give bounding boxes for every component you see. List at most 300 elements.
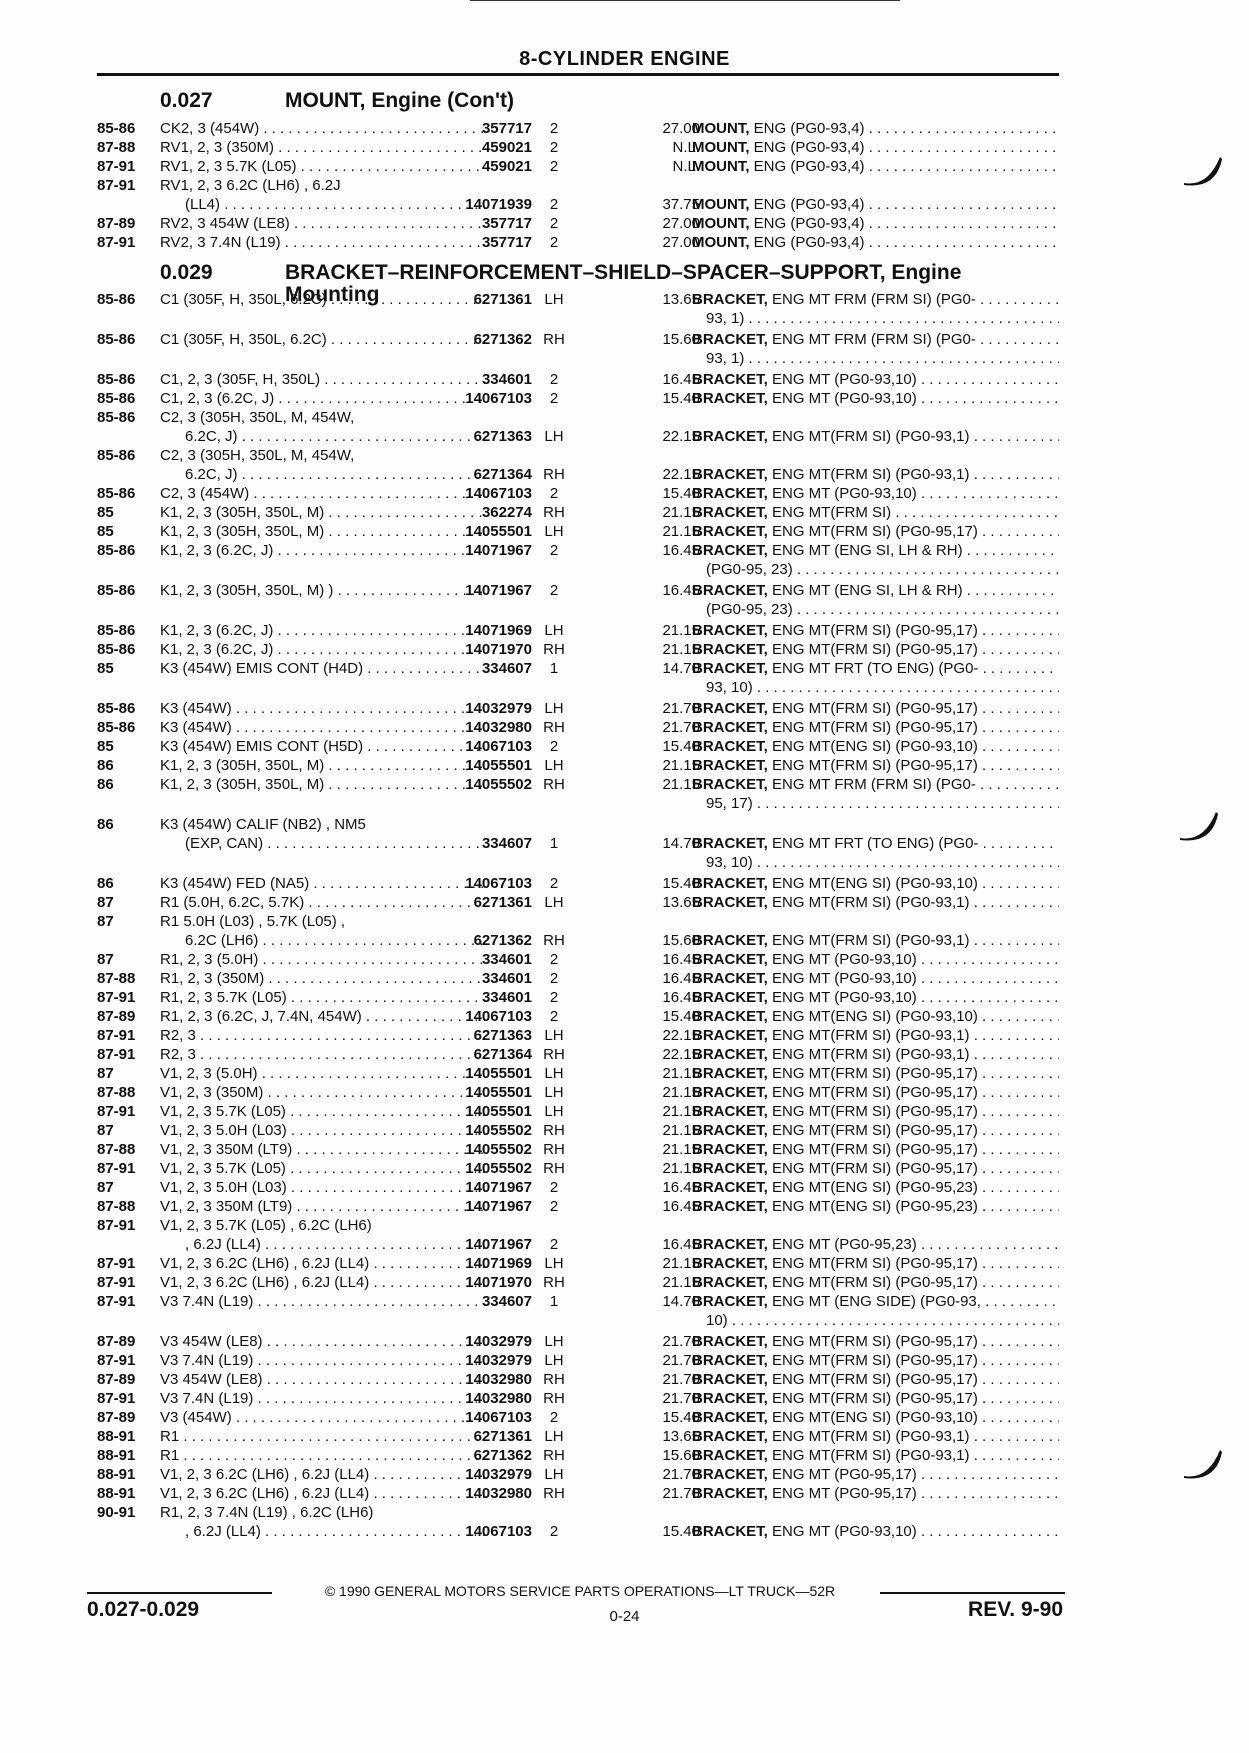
section-code: 0.027 <box>160 89 213 112</box>
description <box>692 718 1059 737</box>
section-code: 0.029 <box>160 261 213 284</box>
price: 16.45 <box>662 970 700 987</box>
model-year: 85 <box>97 738 114 755</box>
description-text: ENG MT(FRM SI) (PG0-95,17) <box>767 1141 978 1158</box>
part-number: 14067103 <box>465 875 532 892</box>
description <box>692 1007 1059 1026</box>
model-year: 85 <box>97 523 114 540</box>
application: V1, 2, 3 6.2C (LH6) , 6.2J (LL4) . . . <box>160 1254 485 1273</box>
description-keyword: BRACKET, <box>692 1046 768 1063</box>
description-keyword: BRACKET, <box>692 1179 768 1196</box>
model-year: 85-86 <box>97 390 136 407</box>
part-number: 14055502 <box>465 776 532 793</box>
description-keyword: BRACKET, <box>692 738 768 755</box>
quantity: LH <box>544 757 564 774</box>
part-number: 14071970 <box>465 1274 532 1291</box>
application: RV1, 2, 3 6.2C (LH6) , 6.2J <box>160 177 341 194</box>
price: 16.45 <box>662 542 700 559</box>
price: 14.70 <box>662 835 700 852</box>
price: 27.00 <box>662 120 700 137</box>
description <box>692 621 1059 640</box>
description-text: ENG MT(ENG SI) (PG0-95,23) <box>767 1198 978 1215</box>
price: 22.15 <box>662 428 700 445</box>
model-year: 87-89 <box>97 1008 136 1025</box>
footer-revision: REV. 9-90 <box>968 1598 1063 1621</box>
description-continued: 93, 1) . . . <box>692 349 1059 368</box>
part-number: 14032980 <box>465 1485 532 1502</box>
price: 21.70 <box>662 700 700 717</box>
description-keyword: BRACKET, <box>692 1390 768 1407</box>
description-text: ENG MT(FRM SI) (PG0-95,17) <box>767 1333 978 1350</box>
description-keyword: BRACKET, <box>692 1485 768 1502</box>
price: 21.15 <box>662 1274 700 1291</box>
description <box>692 370 1059 389</box>
application: (LL4) . . . <box>160 195 485 214</box>
description-keyword: BRACKET, <box>692 1466 768 1483</box>
quantity: RH <box>543 1274 565 1291</box>
application: K1, 2, 3 (6.2C, J) . . . <box>160 621 485 640</box>
part-number: 334601 <box>481 371 532 388</box>
price: 15.40 <box>662 390 700 407</box>
price: 21.15 <box>662 1084 700 1101</box>
description <box>692 233 1059 252</box>
price: 15.60 <box>662 331 700 348</box>
description <box>692 1121 1059 1140</box>
description <box>692 1370 1059 1389</box>
model-year: 87 <box>97 1065 114 1082</box>
description-keyword: BRACKET, <box>692 428 768 445</box>
quantity: 2 <box>549 875 559 892</box>
description <box>692 893 1059 912</box>
price: 15.40 <box>662 485 700 502</box>
quantity: RH <box>543 1122 565 1139</box>
application: V1, 2, 3 5.7K (L05) . . . <box>160 1102 485 1121</box>
model-year: 87-88 <box>97 1198 136 1215</box>
description-text: ENG MT(FRM SI) (PG0-93,1) <box>767 1046 970 1063</box>
part-number: 14067103 <box>465 1409 532 1426</box>
application: , 6.2J (LL4) . . . <box>160 1522 485 1541</box>
description-text: ENG MT (PG0-93,10) <box>767 485 917 502</box>
description-keyword: BRACKET, <box>692 835 768 852</box>
price: 21.70 <box>662 1333 700 1350</box>
part-number: 14032979 <box>465 1466 532 1483</box>
description-text: ENG MT(FRM SI) (PG0-95,17) <box>767 1390 978 1407</box>
description-text: ENG MT(FRM SI) (PG0-95,17) <box>767 622 978 639</box>
description-text: ENG MT(FRM SI) (PG0-93,1) <box>767 1428 970 1445</box>
description-keyword: BRACKET, <box>692 932 768 949</box>
application: , 6.2J (LL4) . . . <box>160 1235 485 1254</box>
part-number: 6271364 <box>473 1046 532 1063</box>
description <box>692 581 1059 600</box>
quantity: LH <box>544 1084 564 1101</box>
price: 15.60 <box>662 1447 700 1464</box>
description <box>692 330 1059 349</box>
model-year: 87 <box>97 1179 114 1196</box>
section-title: BRACKET–REINFORCEMENT–SHIELD–SPACER–SUPPORT, Engine Mounting <box>285 261 962 306</box>
description-text: ENG MT (PG0-93,10) <box>767 371 917 388</box>
part-number: 6271363 <box>473 428 532 445</box>
model-year: 86 <box>97 757 114 774</box>
description-keyword: MOUNT, <box>692 120 750 137</box>
price: 14.70 <box>662 1293 700 1310</box>
description <box>692 484 1059 503</box>
description <box>692 874 1059 893</box>
quantity: LH <box>544 1103 564 1120</box>
description <box>692 1064 1059 1083</box>
application: V1, 2, 3 6.2C (LH6) , 6.2J (LL4) . . . <box>160 1484 485 1503</box>
application: R1, 2, 3 (350M) . . . <box>160 969 485 988</box>
description-keyword: BRACKET, <box>692 989 768 1006</box>
description-text: ENG MT(FRM SI) (PG0-95,17) <box>767 1255 978 1272</box>
price: 27.00 <box>662 215 700 232</box>
description-keyword: BRACKET, <box>692 1333 768 1350</box>
application: R1 . . . <box>160 1427 485 1446</box>
application: K3 (454W) . . . <box>160 699 485 718</box>
application: C2, 3 (454W) . . . <box>160 484 485 503</box>
quantity: RH <box>543 776 565 793</box>
description <box>692 157 1059 176</box>
price: 21.15 <box>662 1160 700 1177</box>
model-year: 88-91 <box>97 1428 136 1445</box>
price: 16.45 <box>662 989 700 1006</box>
model-year: 85-86 <box>97 485 136 502</box>
quantity: RH <box>543 1160 565 1177</box>
model-year: 87-91 <box>97 1217 136 1234</box>
price: 21.15 <box>662 523 700 540</box>
application: V3 7.4N (L19) . . . <box>160 1292 485 1311</box>
application: RV1, 2, 3 5.7K (L05) . . . <box>160 157 485 176</box>
application: K1, 2, 3 (6.2C, J) . . . <box>160 541 485 560</box>
model-year: 85-86 <box>97 641 136 658</box>
application: V1, 2, 3 5.7K (L05) . . . <box>160 1159 485 1178</box>
price: 21.15 <box>662 1065 700 1082</box>
application: K1, 2, 3 (305H, 350L, M) . . . <box>160 522 485 541</box>
price: 21.70 <box>662 1485 700 1502</box>
description-keyword: BRACKET, <box>692 1027 768 1044</box>
part-number: 14055502 <box>465 1122 532 1139</box>
part-number: 6271362 <box>473 932 532 949</box>
description-keyword: BRACKET, <box>692 371 768 388</box>
description <box>692 988 1059 1007</box>
title-rule <box>97 73 1059 76</box>
part-number: 14032980 <box>465 1371 532 1388</box>
model-year: 87 <box>97 951 114 968</box>
model-year: 85-86 <box>97 120 136 137</box>
description <box>692 775 1059 794</box>
price: 21.70 <box>662 1371 700 1388</box>
description <box>692 1178 1059 1197</box>
model-year: 87-91 <box>97 234 136 251</box>
application: V1, 2, 3 350M (LT9) . . . <box>160 1140 485 1159</box>
model-year: 85-86 <box>97 582 136 599</box>
description-keyword: MOUNT, <box>692 158 750 175</box>
application: C1, 2, 3 (305F, H, 350L) . . . <box>160 370 485 389</box>
description-keyword: BRACKET, <box>692 1198 768 1215</box>
part-number: 14067103 <box>465 1523 532 1540</box>
model-year: 86 <box>97 816 114 833</box>
quantity: 2 <box>549 970 559 987</box>
description <box>692 640 1059 659</box>
footer-copyright: © 1990 GENERAL MOTORS SERVICE PARTS OPERATIONS—LT TRUCK—52R <box>324 1583 836 1599</box>
application: C1, 2, 3 (6.2C, J) . . . <box>160 389 485 408</box>
model-year: 87-91 <box>97 1390 136 1407</box>
application: V1, 2, 3 5.0H (L03) . . . <box>160 1178 485 1197</box>
description <box>692 1292 1059 1311</box>
quantity: RH <box>543 932 565 949</box>
quantity: 2 <box>549 390 559 407</box>
application: R2, 3 . . . <box>160 1026 485 1045</box>
application: V1, 2, 3 5.0H (L03) . . . <box>160 1121 485 1140</box>
application: 6.2C, J) . . . <box>160 427 485 446</box>
application: R1, 2, 3 5.7K (L05) . . . <box>160 988 485 1007</box>
quantity: 2 <box>549 1198 559 1215</box>
model-year: 85-86 <box>97 409 136 426</box>
application: K1, 2, 3 (305H, 350L, M) . . . <box>160 775 485 794</box>
part-number: 6271362 <box>473 331 532 348</box>
description-keyword: BRACKET, <box>692 1084 768 1101</box>
model-year: 88-91 <box>97 1447 136 1464</box>
description-text: ENG MT (PG0-93,10) <box>767 951 917 968</box>
part-number: 14071939 <box>465 196 532 213</box>
model-year: 87-88 <box>97 139 136 156</box>
description-text: ENG MT (PG0-93,10) <box>767 390 917 407</box>
description-text: ENG MT(FRM SI) <box>767 504 892 521</box>
part-number: 357717 <box>481 234 532 251</box>
application: CK2, 3 (454W) . . . <box>160 119 485 138</box>
description-keyword: BRACKET, <box>692 390 768 407</box>
quantity: LH <box>544 291 564 308</box>
application: R1, 2, 3 (6.2C, J, 7.4N, 454W) . . . <box>160 1007 485 1026</box>
part-number: 6271361 <box>473 1428 532 1445</box>
part-number: 14071967 <box>465 1236 532 1253</box>
description-keyword: BRACKET, <box>692 1065 768 1082</box>
part-number: 14055501 <box>465 1103 532 1120</box>
price: 13.65 <box>662 1428 700 1445</box>
part-number: 14055502 <box>465 1160 532 1177</box>
quantity: RH <box>543 331 565 348</box>
price: 16.45 <box>662 371 700 388</box>
model-year: 85-86 <box>97 447 136 464</box>
part-number: 14071967 <box>465 1198 532 1215</box>
model-year: 87-91 <box>97 177 136 194</box>
description-keyword: BRACKET, <box>692 894 768 911</box>
part-number: 14032979 <box>465 700 532 717</box>
description <box>692 1235 1059 1254</box>
price: 13.65 <box>662 894 700 911</box>
quantity: 2 <box>549 1008 559 1025</box>
part-number: 14071967 <box>465 582 532 599</box>
quantity: 2 <box>549 989 559 1006</box>
description <box>692 214 1059 233</box>
part-number: 6271362 <box>473 1447 532 1464</box>
description-text: ENG MT (ENG SIDE) (PG0-93, <box>767 1293 981 1310</box>
description-text: ENG (PG0-93,4) <box>749 120 865 137</box>
description <box>692 138 1059 157</box>
quantity: LH <box>544 1065 564 1082</box>
description-text: ENG MT(FRM SI) (PG0-95,17) <box>767 1352 978 1369</box>
model-year: 87 <box>97 1122 114 1139</box>
description <box>692 1465 1059 1484</box>
description-keyword: BRACKET, <box>692 1447 768 1464</box>
quantity: 2 <box>549 120 559 137</box>
description-text: ENG MT FRM (FRM SI) (PG0- <box>767 331 976 348</box>
price: 21.15 <box>662 622 700 639</box>
description-text: ENG MT(ENG SI) (PG0-95,23) <box>767 1179 978 1196</box>
part-number: 334607 <box>481 835 532 852</box>
part-number: 357717 <box>481 120 532 137</box>
footer-rule-right <box>880 1592 1065 1594</box>
description <box>692 503 1059 522</box>
description-text: ENG MT (PG0-93,10) <box>767 970 917 987</box>
part-number: 6271364 <box>473 466 532 483</box>
description <box>692 1484 1059 1503</box>
description-keyword: BRACKET, <box>692 291 768 308</box>
price: 21.70 <box>662 1352 700 1369</box>
description-keyword: BRACKET, <box>692 1141 768 1158</box>
part-number: 14055501 <box>465 1084 532 1101</box>
description-keyword: MOUNT, <box>692 196 750 213</box>
quantity: LH <box>544 1255 564 1272</box>
application: K1, 2, 3 (305H, 350L, M) . . . <box>160 756 485 775</box>
description-text: ENG MT(FRM SI) (PG0-93,1) <box>767 428 970 445</box>
description-continued: (PG0-95, 23) . . . <box>692 560 1059 579</box>
quantity: 2 <box>549 1523 559 1540</box>
quantity: RH <box>543 1046 565 1063</box>
top-rule <box>470 0 900 1</box>
description-keyword: BRACKET, <box>692 1255 768 1272</box>
description-text: ENG MT(FRM SI) (PG0-95,17) <box>767 1065 978 1082</box>
description-text: ENG MT(FRM SI) (PG0-95,17) <box>767 757 978 774</box>
footer-rule-left <box>87 1592 272 1594</box>
model-year: 87-89 <box>97 215 136 232</box>
description <box>692 1254 1059 1273</box>
description-text: ENG MT FRM (FRM SI) (PG0- <box>767 291 976 308</box>
description-text: ENG MT (ENG SI, LH & RH) <box>767 542 963 559</box>
part-number: 362274 <box>481 504 532 521</box>
quantity: 2 <box>549 542 559 559</box>
description-keyword: BRACKET, <box>692 776 768 793</box>
description-keyword: BRACKET, <box>692 466 768 483</box>
description <box>692 1408 1059 1427</box>
quantity: 1 <box>549 660 559 677</box>
footer-code-range: 0.027-0.029 <box>87 1598 200 1621</box>
description-continued: (PG0-95, 23) . . . <box>692 600 1059 619</box>
section-title: MOUNT, Engine (Con't) <box>285 89 514 112</box>
description-text: ENG MT FRM (FRM SI) (PG0- <box>767 776 976 793</box>
description <box>692 1197 1059 1216</box>
model-year: 87-91 <box>97 158 136 175</box>
description-text: ENG (PG0-93,4) <box>749 139 865 156</box>
part-number: 14071967 <box>465 542 532 559</box>
price: 22.15 <box>662 1046 700 1063</box>
price: 21.70 <box>662 719 700 736</box>
price: 21.15 <box>662 776 700 793</box>
quantity: 2 <box>549 371 559 388</box>
description-text: ENG MT(FRM SI) (PG0-93,1) <box>767 894 970 911</box>
part-number: 14032980 <box>465 1390 532 1407</box>
price: 21.70 <box>662 1466 700 1483</box>
description-text: ENG MT (PG0-95,17) <box>767 1466 917 1483</box>
description-text: ENG (PG0-93,4) <box>749 234 865 251</box>
quantity: RH <box>543 1371 565 1388</box>
price: 15.40 <box>662 1523 700 1540</box>
model-year: 87-88 <box>97 1084 136 1101</box>
description <box>692 1389 1059 1408</box>
application: V3 454W (LE8) . . . <box>160 1370 485 1389</box>
description-keyword: BRACKET, <box>692 1008 768 1025</box>
description-text: ENG MT FRT (TO ENG) (PG0- <box>767 835 979 852</box>
description-keyword: MOUNT, <box>692 234 750 251</box>
price: 37.75 <box>662 196 700 213</box>
quantity: LH <box>544 1428 564 1445</box>
description-keyword: BRACKET, <box>692 660 768 677</box>
part-number: 14067103 <box>465 1008 532 1025</box>
quantity: 2 <box>549 738 559 755</box>
part-number: 14055501 <box>465 757 532 774</box>
description <box>692 1102 1059 1121</box>
description-text: ENG MT(ENG SI) (PG0-93,10) <box>767 738 978 755</box>
price: 14.70 <box>662 660 700 677</box>
application: K1, 2, 3 (6.2C, J) . . . <box>160 640 485 659</box>
quantity: RH <box>543 1447 565 1464</box>
model-year: 85-86 <box>97 371 136 388</box>
description-text: ENG MT (ENG SI, LH & RH) <box>767 582 963 599</box>
description-text: ENG MT(ENG SI) (PG0-93,10) <box>767 1008 978 1025</box>
application: K3 (454W) FED (NA5) . . . <box>160 874 485 893</box>
description-keyword: BRACKET, <box>692 622 768 639</box>
model-year: 87 <box>97 913 114 930</box>
description <box>692 1522 1059 1541</box>
description-keyword: BRACKET, <box>692 523 768 540</box>
model-year: 85 <box>97 504 114 521</box>
description <box>692 1446 1059 1465</box>
application: K3 (454W) CALIF (NB2) , NM5 <box>160 816 366 833</box>
part-number: 334601 <box>481 989 532 1006</box>
price: 21.15 <box>662 757 700 774</box>
application: K3 (454W) EMIS CONT (H5D) . . . <box>160 737 485 756</box>
description-text: ENG MT(ENG SI) (PG0-93,10) <box>767 1409 978 1426</box>
price: 21.15 <box>662 1103 700 1120</box>
application: V1, 2, 3 6.2C (LH6) , 6.2J (LL4) . . . <box>160 1273 485 1292</box>
quantity: 2 <box>549 196 559 213</box>
description-text: ENG MT(FRM SI) (PG0-93,1) <box>767 466 970 483</box>
description-keyword: BRACKET, <box>692 1409 768 1426</box>
quantity: LH <box>544 523 564 540</box>
application: R1, 2, 3 7.4N (L19) , 6.2C (LH6) <box>160 1504 374 1521</box>
price: 22.15 <box>662 1027 700 1044</box>
price: 13.65 <box>662 291 700 308</box>
description <box>692 834 1059 853</box>
part-number: 14071967 <box>465 1179 532 1196</box>
part-number: 357717 <box>481 215 532 232</box>
description-text: ENG MT(FRM SI) (PG0-95,17) <box>767 700 978 717</box>
application: V1, 2, 3 6.2C (LH6) , 6.2J (LL4) . . . <box>160 1465 485 1484</box>
description-continued: 93, 10) . . . <box>692 678 1059 697</box>
description-text: ENG MT (PG0-93,10) <box>767 989 917 1006</box>
description <box>692 1273 1059 1292</box>
description-keyword: BRACKET, <box>692 542 768 559</box>
price: 16.45 <box>662 1236 700 1253</box>
description-keyword: BRACKET, <box>692 1160 768 1177</box>
description-text: ENG MT(FRM SI) (PG0-95,17) <box>767 1122 978 1139</box>
application: 6.2C (LH6) . . . <box>160 931 485 950</box>
part-number: 459021 <box>481 158 532 175</box>
quantity: 2 <box>549 1179 559 1196</box>
description <box>692 1026 1059 1045</box>
application: (EXP, CAN) . . . <box>160 834 485 853</box>
model-year: 88-91 <box>97 1485 136 1502</box>
model-year: 87-91 <box>97 1274 136 1291</box>
